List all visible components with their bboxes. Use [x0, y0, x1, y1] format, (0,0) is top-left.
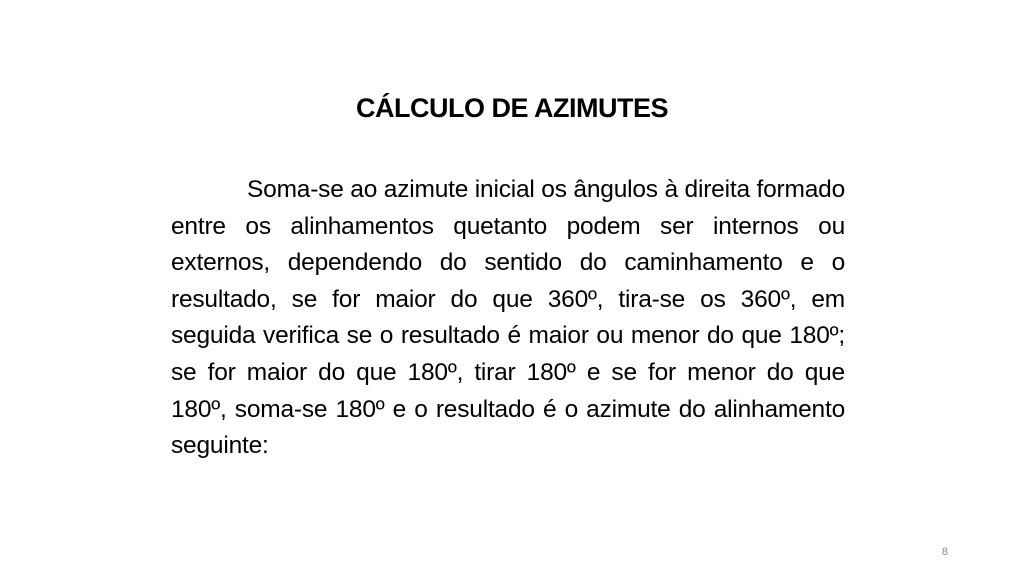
slide-body-text: Soma-se ao azimute inicial os ângulos à direita formado entre os alinhamentos quetanto podem ser internos ou externos, dependendo do sentido do caminhamento e o resultado, se for maior do que 360º, tira-se os 360º, em seguida verifica se o resultado é maior ou menor do que 180º; se for maior do que 180º, tirar 180º e se for menor do que 180º, soma-se 180º e o resultado é o azimute do alinhamento seguinte:	[171, 176, 845, 460]
page-number: 8	[941, 546, 948, 558]
slide-title: CÁLCULO DE AZIMUTES	[356, 93, 668, 123]
